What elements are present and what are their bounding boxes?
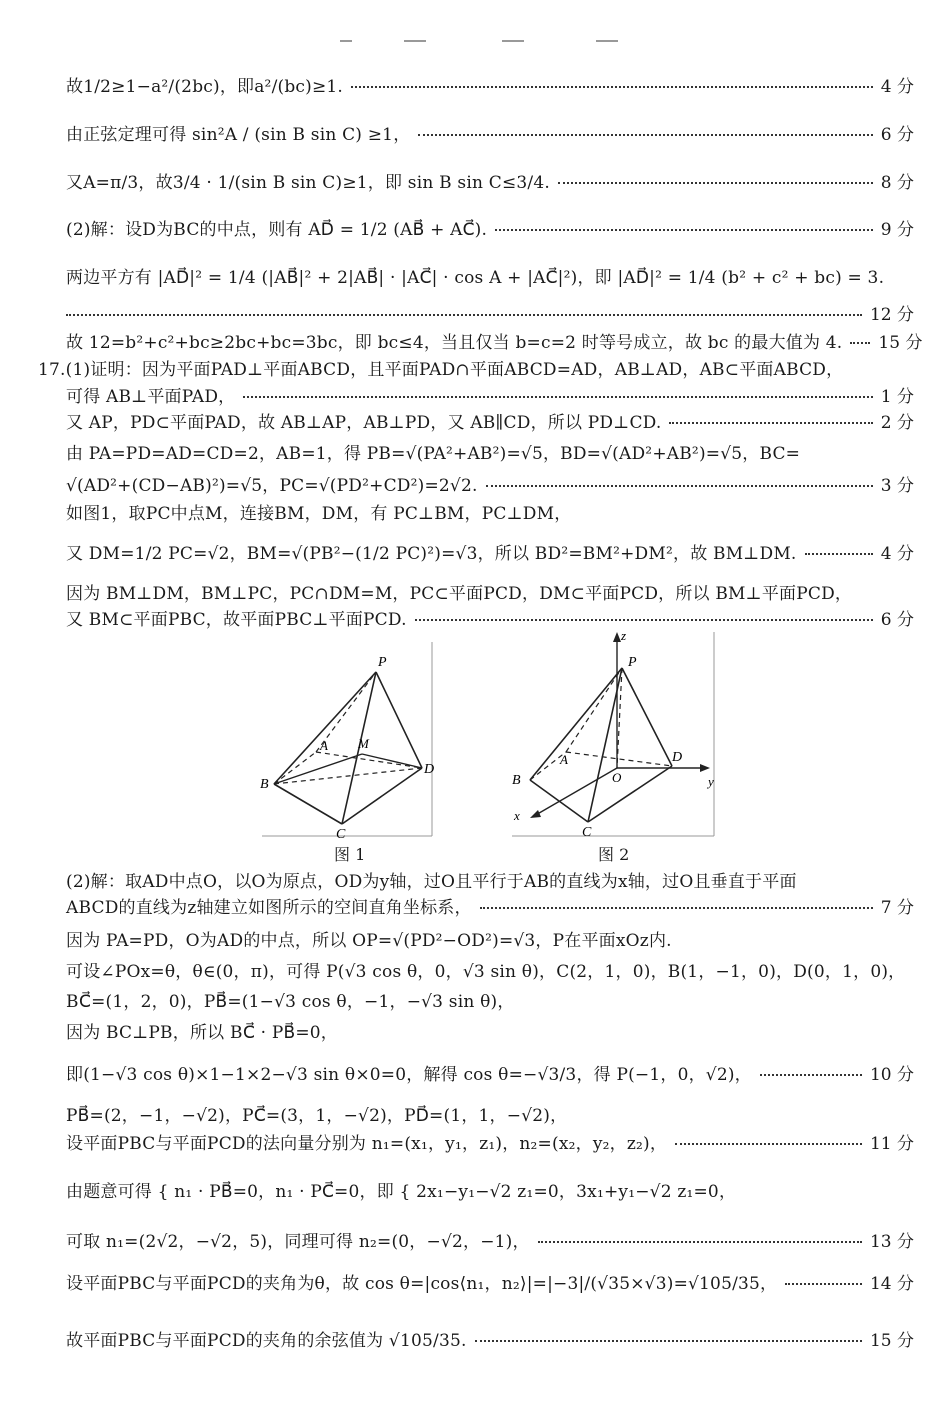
y-axis-arrow-icon: [700, 764, 710, 772]
dot-leader: [475, 1340, 862, 1342]
score-label: 9 分: [880, 219, 914, 240]
score-label: 15 分: [878, 332, 923, 353]
dot-leader: [675, 1143, 862, 1145]
label-B: B: [260, 777, 269, 792]
edge-PB: [530, 668, 622, 780]
line-text: √(AD²+(CD−AB)²)=√5，PC=√(PD²+CD²)=2√2.: [66, 475, 478, 496]
dot-leader: [669, 422, 872, 424]
label-D: D: [424, 762, 435, 777]
z-axis-arrow-icon: [613, 632, 621, 642]
solution-line: [66, 603, 914, 631]
line-text: 17.(1)证明：因为平面PAD⊥平面ABCD，且平面PAD∩平面ABCD=AD，AB⊥AD，AB⊂平面ABCD，: [38, 359, 844, 380]
dot-leader: [558, 182, 873, 184]
dot-leader: [495, 229, 873, 231]
edge-PD: [622, 668, 672, 766]
solution-line: [66, 70, 914, 98]
label-A: A: [560, 752, 568, 767]
line-text: 故平面PBC与平面PCD的夹角的余弦值为 √105/35.: [66, 1330, 467, 1351]
crop-mark: [502, 40, 524, 48]
solution-line: [66, 1324, 914, 1352]
line-text: 设平面PBC与平面PCD的法向量分别为 n₁=(x₁，y₁，z₁)，n₂=(x₂，y₂，z₂)，: [66, 1133, 668, 1154]
solution-line: [66, 1127, 914, 1155]
dot-leader: [351, 86, 873, 88]
solution-line: [66, 985, 914, 1013]
line-text: 又 BM⊂平面PBC，故平面PBC⊥平面PCD.: [66, 609, 407, 630]
solution-line: [66, 469, 914, 497]
dot-leader: [486, 485, 873, 487]
dot-leader: [805, 553, 873, 555]
line-text: PB⃗=(2，−1，−√2)，PC⃗=(3，1，−√2)，PD⃗=(1，1，−√2)，: [66, 1105, 568, 1126]
segment-DM: [362, 754, 422, 768]
crop-mark: [404, 40, 426, 48]
score-label: 3 分: [880, 475, 914, 496]
label-P: P: [628, 655, 637, 670]
line-text: 又 DM=1/2 PC=√2，BM=√(PB²−(1/2 PC)²)=√3，所以 BD²=BM²+DM²，故 BM⊥DM.: [66, 543, 797, 564]
label-C: C: [336, 827, 346, 840]
dot-leader: [538, 1241, 862, 1243]
solution-line: [66, 406, 914, 434]
line-text: 可设∠POx=θ，θ∈(0，π)，可得 P(√3 cos θ，0，√3 sin θ)，C(2，1，0)，B(1，−1，0)，D(0，1，0)，: [66, 961, 906, 982]
line-text: BC⃗=(1，2，0)，PB⃗=(1−√3 cos θ，−1，−√3 sin θ)，: [66, 991, 515, 1012]
line-text: 设平面PBC与平面PCD的夹角为θ，故 cos θ=|cos⟨n₁，n₂⟩|=|−3|/(√35×√3)=√105/35，: [66, 1273, 778, 1294]
dot-leader: [415, 619, 873, 621]
score-label: 7 分: [880, 897, 914, 918]
solution-line: [66, 380, 914, 408]
line-text: 故 12=b²+c²+bc≥2bc+bc=3bc，即 bc≤4，当且仅当 b=c=2 时等号成立，故 bc 的最大值为 4.: [66, 332, 843, 353]
score-label: 11 分: [869, 1133, 914, 1154]
score-label: 4 分: [880, 543, 914, 564]
figure-1-caption: 图 1: [334, 845, 366, 864]
dot-leader: [480, 907, 873, 909]
score-label: 8 分: [880, 172, 914, 193]
solution-line: [66, 326, 923, 354]
solution-line: [66, 261, 914, 289]
solution-line: [66, 955, 914, 983]
edge-CD: [588, 766, 672, 822]
score-label: 6 分: [880, 124, 914, 145]
score-label: 13 分: [869, 1231, 914, 1252]
score-label: 10 分: [869, 1064, 914, 1085]
line-text: 故1/2≥1−a²/(2bc)，即a²/(bc)≥1.: [66, 76, 344, 97]
edge-PD: [376, 672, 422, 768]
solution-line: [66, 865, 914, 893]
label-O: O: [612, 770, 622, 785]
label-A: A: [320, 738, 328, 753]
solution-line: [66, 298, 914, 326]
label-M: M: [358, 736, 369, 751]
crop-mark: [340, 40, 352, 48]
x-axis-arrow-icon: [530, 810, 541, 818]
label-y: y: [708, 774, 714, 789]
edge-AB: [274, 752, 316, 784]
line-text: 可得 AB⊥平面PAD，: [66, 386, 236, 407]
solution-line: [66, 1267, 914, 1295]
line-text: 由题意可得 { n₁ · PB⃗=0，n₁ · PC⃗=0，即 { 2x₁−y₁−√2 z₁=0，3x₁+y₁−√2 z₁=0，: [66, 1181, 737, 1202]
score-label: 6 分: [880, 609, 914, 630]
solution-line: [38, 353, 914, 381]
label-z: z: [621, 628, 627, 643]
line-text: 又 AP，PD⊂平面PAD，故 AB⊥AP，AB⊥PD，又 AB∥CD，所以 PD⊥CD.: [66, 412, 662, 433]
solution-line: [66, 1016, 914, 1044]
solution-line: [66, 213, 914, 241]
dot-leader: [66, 314, 862, 316]
label-B: B: [512, 773, 521, 788]
line-text: 如图1，取PC中点M，连接BM，DM，有 PC⊥BM，PC⊥DM，: [66, 503, 572, 524]
edge-AD: [316, 752, 422, 768]
label-C: C: [582, 825, 592, 840]
line-text: 由 PA=PD=AD=CD=2，AB=1，得 PB=√(PA²+AB²)=√5，BD=√(AD²+AB²)=√5，BC=: [66, 443, 801, 464]
line-text: (2)解：设D为BC的中点，则有 AD⃗ = 1/2 (AB⃗ + AC⃗).: [66, 219, 488, 240]
score-label: 1 分: [880, 386, 914, 407]
line-text: 因为 BM⊥DM，BM⊥PC，PC∩DM=M，PC⊂平面PCD，DM⊂平面PCD，所以 BM⊥平面PCD，: [66, 583, 853, 604]
score-label: 2 分: [880, 412, 914, 433]
label-P: P: [378, 655, 387, 670]
solution-line: [66, 497, 914, 525]
figure-2-coordinate-pyramid: [508, 628, 718, 840]
solution-line: [66, 1225, 914, 1253]
solution-line: [66, 1175, 914, 1203]
solution-line: [66, 1058, 914, 1086]
edge-BC: [274, 784, 342, 824]
figure-2-caption: 图 2: [598, 845, 630, 864]
line-text: 又A=π/3，故3/4 · 1/(sin B sin C)≥1，即 sin B sin C≤3/4.: [66, 172, 550, 193]
solution-line: [66, 118, 914, 146]
edge-CD: [342, 768, 422, 824]
solution-line: [66, 891, 914, 919]
dot-leader: [850, 342, 870, 344]
line-text: 因为 PA=PD，O为AD的中点，所以 OP=√(PD²−OD²)=√3，P在平面xOz内.: [66, 930, 672, 951]
solution-line: [66, 1099, 914, 1127]
line-text: 因为 BC⊥PB，所以 BC⃗ · PB⃗=0，: [66, 1022, 338, 1043]
label-D: D: [672, 750, 683, 765]
line-text: 两边平方有 |AD⃗|² = 1/4 (|AB⃗|² + 2|AB⃗| · |AC⃗| · cos A + |AC⃗|²)，即 |AD⃗|² = 1/4 (b² + c² + bc) = 3.: [66, 267, 885, 288]
score-label: 12 分: [869, 304, 914, 325]
dot-leader: [418, 134, 872, 136]
line-text: 由正弦定理可得 sin²A / (sin B sin C) ≥1，: [66, 124, 411, 145]
label-x: x: [514, 808, 520, 823]
score-label: 4 分: [880, 76, 914, 97]
figure-1-pyramid: [258, 640, 438, 840]
solution-line: [66, 924, 914, 952]
line-text: 可取 n₁=(2√2，−√2，5)，同理可得 n₂=(0，−√2，−1)，: [66, 1231, 530, 1252]
solution-line: [66, 577, 914, 605]
solution-line: [66, 537, 914, 565]
dot-leader: [243, 396, 872, 398]
line-text: (2)解：取AD中点O，以O为原点，OD为y轴，过O且平行于AB的直线为x轴，过O且垂直于平面: [66, 871, 797, 892]
dot-leader: [785, 1283, 862, 1285]
solution-line: [66, 166, 914, 194]
edge-AD: [566, 752, 672, 766]
crop-mark: [596, 40, 618, 48]
line-text: 即(1−√3 cos θ)×1−1×2−√3 sin θ×0=0，解得 cos θ=−√3/3，得 P(−1，0，√2)，: [66, 1064, 752, 1085]
score-label: 14 分: [869, 1273, 914, 1294]
score-label: 15 分: [869, 1330, 914, 1351]
solution-line: [66, 437, 914, 465]
dot-leader: [760, 1074, 862, 1076]
line-text: ABCD的直线为z轴建立如图所示的空间直角坐标系，: [66, 897, 472, 918]
edge-PA: [566, 668, 622, 752]
